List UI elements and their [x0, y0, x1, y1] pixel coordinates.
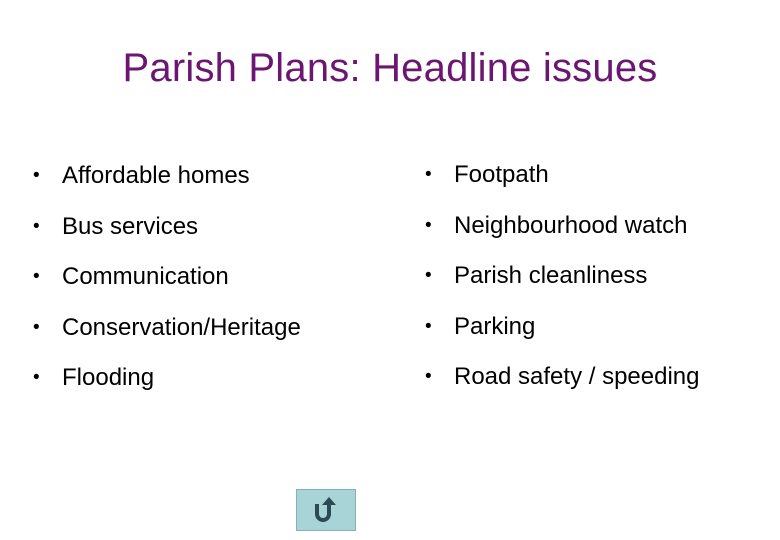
list-item-label: Affordable homes	[62, 162, 250, 190]
right-issue-list	[425, 150, 700, 403]
bullet-icon: •	[425, 265, 432, 287]
list-item-label: Communication	[62, 263, 229, 291]
bullet-icon: •	[33, 215, 40, 237]
list-item	[425, 302, 700, 353]
list-item-label: Road safety / speeding	[454, 363, 700, 391]
bullet-icon: •	[425, 366, 432, 388]
list-item-label: Flooding	[62, 364, 155, 392]
return-button[interactable]	[296, 489, 356, 531]
list-item-label: Bus services	[62, 212, 199, 240]
list-item	[425, 352, 700, 403]
list-item-label: Conservation/Heritage	[62, 313, 301, 341]
list-item-label: Parking	[454, 312, 536, 340]
return-arrow-icon	[309, 494, 343, 526]
bullet-icon: •	[33, 316, 40, 338]
list-item	[425, 150, 700, 201]
list-item-label: Parish cleanliness	[454, 262, 648, 290]
list-item-label: Neighbourhood watch	[454, 211, 688, 239]
left-issue-list	[33, 150, 301, 404]
list-item	[425, 201, 700, 252]
bullet-icon: •	[425, 214, 432, 236]
bullet-icon: •	[33, 165, 40, 187]
list-item	[33, 303, 301, 354]
slide-title: Parish Plans: Headline issues	[122, 46, 658, 90]
list-item	[33, 252, 301, 303]
bullet-icon: •	[425, 315, 432, 337]
bullet-icon: •	[33, 367, 40, 389]
bullet-icon: •	[33, 266, 40, 288]
bullet-icon: •	[425, 164, 432, 186]
list-item-label: Footpath	[454, 161, 549, 189]
list-item	[33, 202, 301, 253]
list-item	[33, 151, 301, 202]
list-item	[425, 251, 700, 302]
list-item	[33, 353, 301, 404]
